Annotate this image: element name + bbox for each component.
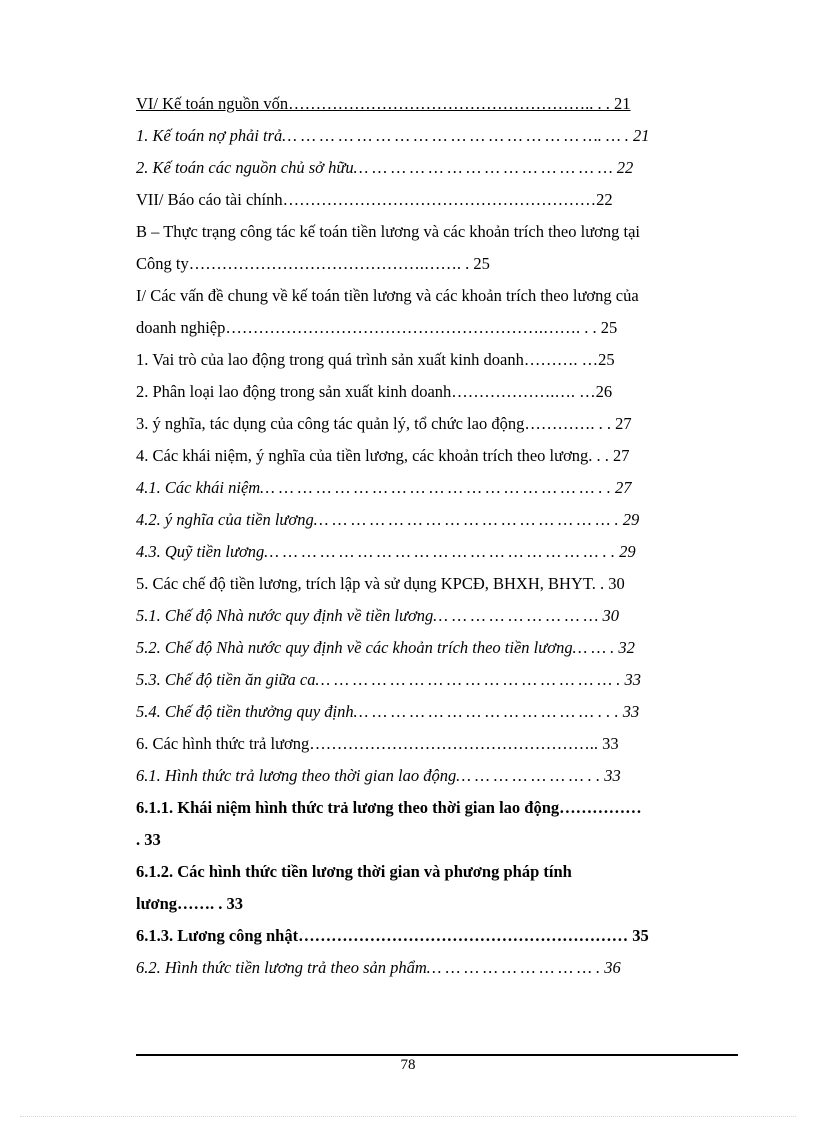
- toc-entry-i-van-de-chung-cont: doanh nghiệp………………………………………………….……. . . 25: [136, 318, 618, 337]
- toc-entry-6-1: 6.1. Hình thức trả lương theo thời gian lao động… … … … … … … . . 33: [136, 766, 621, 785]
- toc-entry-1-vai-tro: 1. Vai trò của lao động trong quá trình sản xuất kinh doanh………. …25: [136, 350, 615, 369]
- toc-entry-vii-bao-cao-tai-chinh: VII/ Báo cáo tài chính…………………………………………………22: [136, 190, 613, 209]
- toc-entry-4-cac-khai-niem: 4. Các khái niệm, ý nghĩa của tiền lương, các khoản trích theo lương. . . 27: [136, 446, 630, 465]
- toc-entry-5-che-do: 5. Các chế độ tiền lương, trích lập và sử dụng KPCĐ, BHXH, BHYT. . 30: [136, 574, 625, 593]
- toc-entry-3-y-nghia: 3. ý nghĩa, tác dụng của công tác quản lý, tổ chức lao động…………. . . 27: [136, 414, 632, 433]
- toc-entry-5-3: 5.3. Chế độ tiền ăn giữa ca… … … … … … … … … … … … … … … … . 33: [136, 670, 641, 689]
- toc-entry-2-ke-toan-nguon-chu-so-huu: 2. Kế toán các nguồn chủ sở hữu… … … … … … … … … … … … … … 22: [136, 158, 634, 177]
- toc-entry-vi-ke-toan-nguon-von: VI/ Kế toán nguồn vốn……………………………………………….. . . 21: [136, 94, 631, 113]
- toc-entry-6-hinh-thuc: 6. Các hình thức trả lương…………………………………………….. 33: [136, 734, 619, 753]
- toc-entry-b-thuc-trang: B – Thực trạng công tác kế toán tiền lương và các khoản trích theo lương tại: [136, 222, 640, 241]
- toc-entry-2-phan-loai: 2. Phân loại lao động trong sản xuất kinh doanh……………….…. …26: [136, 382, 613, 401]
- toc-entry-4-2: 4.2. ý nghĩa của tiền lương… … … … … … … … … … … … … … … … . 29: [136, 510, 640, 529]
- toc-entry-4-1: 4.1. Các khái niệm… … … … … … … … … … … … … … … … … … . . 27: [136, 478, 632, 497]
- toc-entry-i-van-de-chung: I/ Các vấn đề chung về kế toán tiền lương và các khoản trích theo lương của: [136, 286, 639, 305]
- toc-entry-6-2: 6.2. Hình thức tiền lương trả theo sản phẩm… … … … … … … … … . 36: [136, 958, 621, 977]
- toc-entry-5-2: 5.2. Chế độ Nhà nước quy định về các khoản trích theo tiền lương… … . 32: [136, 638, 635, 657]
- toc-entry-5-1: 5.1. Chế độ Nhà nước quy định về tiền lương… … … … … … … … … 30: [136, 606, 619, 625]
- toc-entry-4-3: 4.3. Quỹ tiền lương… … … … … … … … … … … … … … … … … … . . 29: [136, 542, 636, 561]
- toc-entry-6-1-2: 6.1.2. Các hình thức tiền lương thời gian và phương pháp tính: [136, 862, 572, 881]
- page-number: 78: [400, 1057, 416, 1073]
- toc-entry-5-4: 5.4. Chế độ tiền thưởng quy định… … … … … … … … … … … … … . . . 33: [136, 702, 640, 721]
- toc-entry-1-ke-toan-no-phai-tra: 1. Kế toán nợ phải trả… … … … … … … … … … … … … … … … …. … . 21: [136, 126, 650, 145]
- page-bottom-edge: [20, 1116, 796, 1117]
- toc-entry-6-1-1-cont: . 33: [136, 830, 161, 849]
- toc-entry-6-1-3: 6.1.3. Lương công nhật…………………………………………………… 35: [136, 926, 649, 945]
- toc-entry-6-1-1: 6.1.1. Khái niệm hình thức trả lương theo thời gian lao động……………: [136, 798, 642, 817]
- toc-entry-6-1-2-cont: lương……. . 33: [136, 894, 244, 913]
- toc-entry-b-thuc-trang-cont: Công ty…………………………………….……. . 25: [136, 254, 490, 273]
